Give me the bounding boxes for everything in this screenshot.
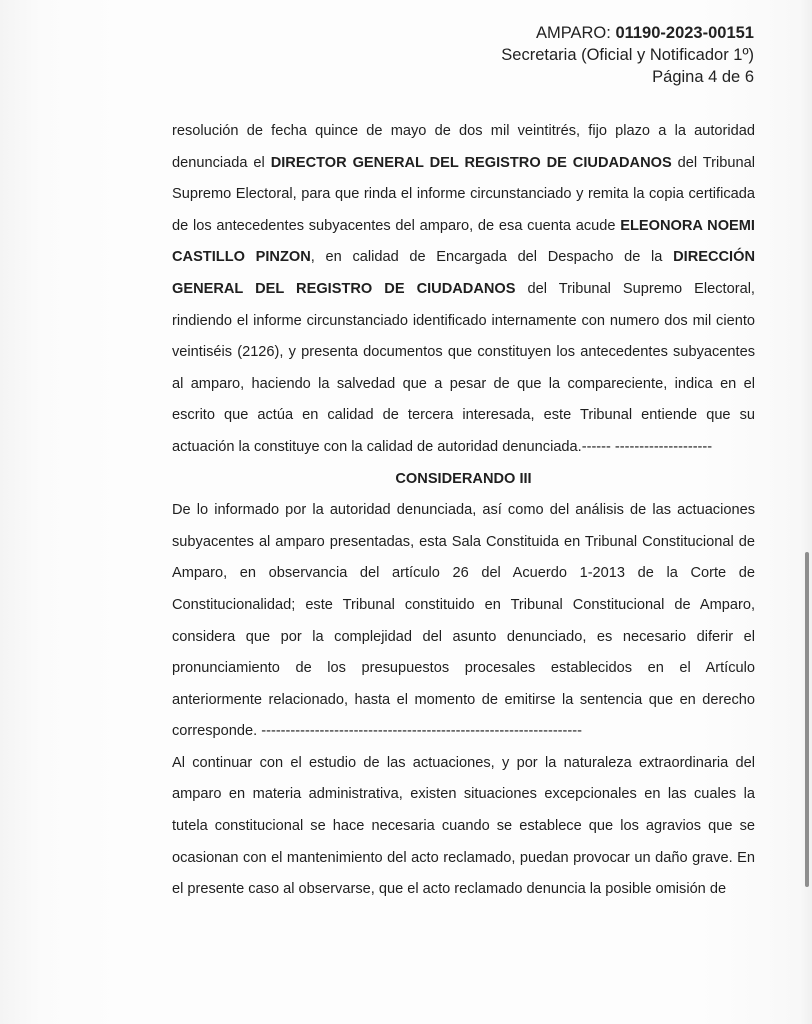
document-body <box>172 116 755 906</box>
document-header <box>501 22 754 88</box>
p1-text-1: resolución de fecha quince de mayo de dos mil veintitrés, fijo plazo a la autoridad denunciada el <box>172 123 755 171</box>
p1-text-2: del Tribunal Supremo Electoral, para que rinda el informe circunstanciado y remita la copia certificada de los antecedentes subyacentes del amparo, de esa cuenta acude <box>172 154 755 234</box>
scrollbar-thumb[interactable] <box>805 552 809 887</box>
paragraph-3: Al continuar con el estudio de las actuaciones, y por la naturaleza extraordinaria del amparo en materia administrativa, existen situaciones excepcionales en las cuales la tutela constitucional se hace necesaria cuando se establece que los agravios que se ocasionan con el mantenimiento del acto reclamado, puedan provocar un daño grave. En el presente caso al observarse, que el acto reclamado denuncia la posible omisión de <box>172 754 755 898</box>
page-number: Página 4 de 6 <box>652 68 754 86</box>
p1-bold-name: ELEONORA NOEMI CASTILLO PINZON <box>172 217 755 266</box>
p1-text-4: del Tribunal Supremo Electoral, rindiendo el informe circunstanciado identificado internamente con numero dos mil ciento veintiséis (2126), y presenta documentos que constituyen los antecedentes subyacentes al amparo, haciendo la salvedad que a pesar de que la compareciente, indica en el escrito que actúa en calidad de tercera interesada, este Tribunal entiende que su actuación la constituye con la calidad de autoridad denunciada.------ -------------------- <box>172 280 755 455</box>
amparo-number: 01190-2023-00151 <box>615 24 754 42</box>
paragraph-2: De lo informado por la autoridad denunciada, así como del análisis de las actuaciones subyacentes al amparo presentadas, esta Sala Constituida en Tribunal Constitucional de Amparo, en observancia del artículo 26 del Acuerdo 1-2013 de la Corte de Constitucionalidad; este Tribunal constituido en Tribunal Constitucional de Amparo, considera que por la complejidad del asunto denunciado, es necesario diferir el pronunciamiento de los presupuestos procesales establecidos en el Artículo anteriormente relacionado, hasta el momento de emitirse la sentencia que en derecho corresponde. ------------------------------------------------------------------ <box>172 502 755 740</box>
amparo-label: AMPARO: <box>535 24 611 42</box>
paragraph-1 <box>172 116 755 464</box>
secretaria-line: Secretaria (Oficial y Notificador 1º) <box>501 46 754 64</box>
amparo-line <box>501 22 754 44</box>
p1-text-3: , en calidad de Encargada del Despacho de la <box>310 249 674 266</box>
p1-bold-director: DIRECTOR GENERAL DEL REGISTRO DE CIUDADANOS <box>270 154 672 171</box>
section-heading: CONSIDERANDO III <box>395 470 532 487</box>
p1-bold-direccion: DIRECCIÓN GENERAL DEL REGISTRO DE CIUDADANOS <box>172 249 755 297</box>
